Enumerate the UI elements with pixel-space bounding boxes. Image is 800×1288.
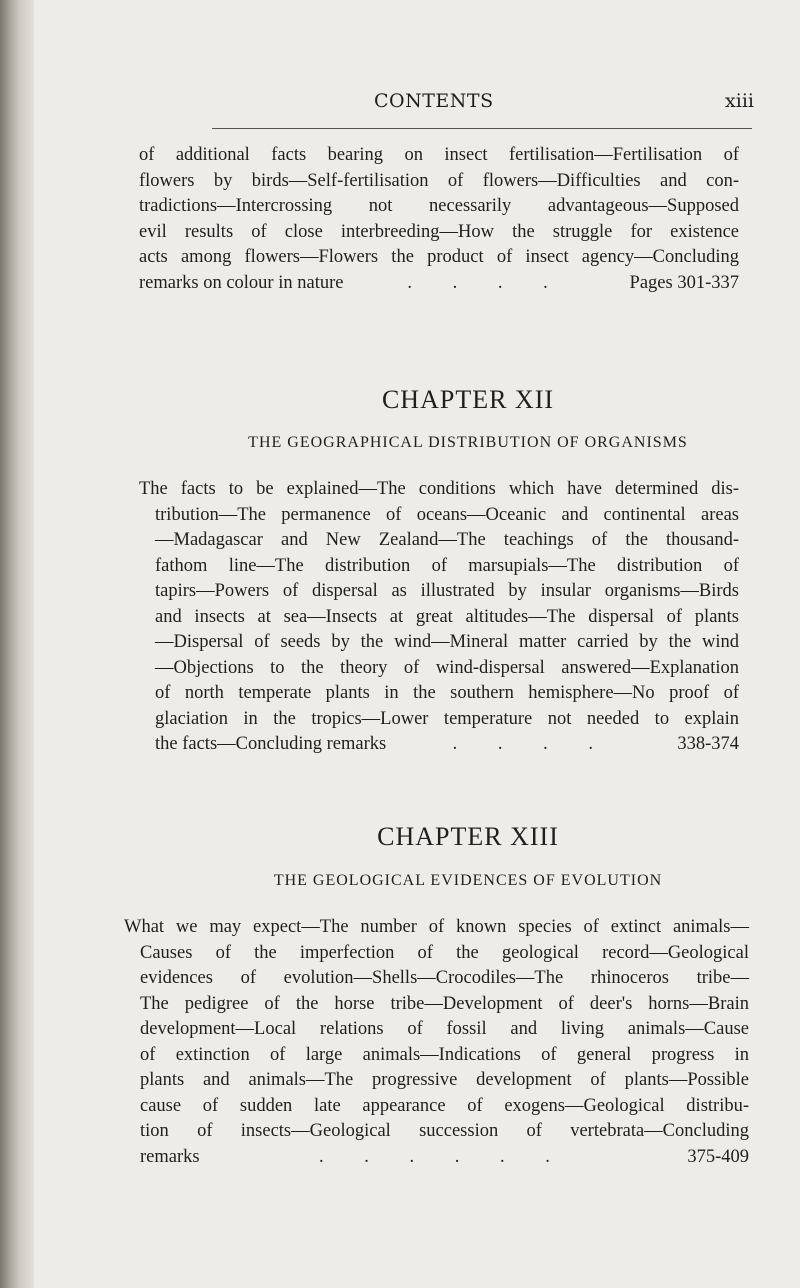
summary-line: evidences of evolution—Shells—Crocodiles—The rhinoceros tribe— [140,968,749,988]
page-range: 338-374 [677,734,739,754]
summary-last-line [139,732,739,758]
chapter-12-title: THE GEOGRAPHICAL DISTRIBUTION OF ORGANISMS [248,434,688,451]
summary-line: development—Local relations of fossil and living animals—Cause [140,1019,749,1039]
summary-line: flowers by birds—Self-fertilisation of flowers—Difficulties and con- [139,170,739,191]
summary-line: of extinction of large animals—Indications of general progress in [140,1044,749,1065]
summary-line: Causes of the imperfection of the geological record—Geological [140,942,749,963]
summary-line: tapirs—Powers of dispersal as illustrated by insular organisms—Birds [155,581,739,601]
leader-dots: . . . . [407,272,566,293]
chapter-12-heading: CHAPTER XII [381,385,555,414]
header-rule [212,128,752,129]
chapter-11-summary [139,143,739,296]
summary-line: tion of insects—Geological succession of vertebrata—Concluding [140,1121,749,1141]
summary-line: cause of sudden late appearance of exogens—Geological distribu- [140,1095,749,1116]
summary-last-line [139,271,739,297]
summary-line: —Madagascar and New Zealand—The teachings of the thousand- [155,530,739,550]
header-title: CONTENTS [374,90,494,112]
running-header [174,90,754,120]
summary-line: What we may expect—The number of known species of extinct animals— [124,917,749,937]
summary-line: The pedigree of the horse tribe—Development of deer's horns—Brain [140,993,749,1014]
summary-line: plants and animals—The progressive development of plants—Possible [140,1070,749,1090]
page-number: xiii [725,90,754,112]
summary-line: —Dispersal of seeds by the wind—Mineral matter carried by the wind [155,632,739,652]
summary-line: of north temperate plants in the southern hemisphere—No proof of [155,683,739,703]
summary-line: and insects at sea—Insects at great altitudes—The dispersal of plants [155,606,739,627]
summary-last-line [124,1145,749,1171]
summary-line: of additional facts bearing on insect fertilisation—Fertilisation of [139,145,739,165]
summary-line: The facts to be explained—The conditions which have determined dis- [139,479,739,499]
chapter-13-title: THE GEOLOGICAL EVIDENCES OF EVOLUTION [273,872,663,889]
leader-dots: . . . . [452,734,611,754]
leader-dots: . . . . . . [319,1146,568,1167]
summary-line: tradictions—Intercrossing not necessarily advantageous—Supposed [139,196,739,216]
book-binding-edge [0,0,34,1288]
summary-line: fathom line—The distribution of marsupials—The distribution of [155,555,739,576]
chapter-13-summary [124,915,749,1170]
chapter-13-heading: CHAPTER XIII [377,822,559,851]
chapter-12-summary [139,477,739,758]
book-page [34,0,800,1288]
page-range: Pages 301-337 [629,272,739,293]
summary-last-text: the facts—Concluding remarks [155,734,387,754]
summary-line: glaciation in the tropics—Lower temperature not needed to explain [155,708,739,729]
summary-last-text: remarks [140,1146,200,1167]
page-range: 375-409 [687,1146,749,1167]
summary-line: —Objections to the theory of wind-dispersal answered—Explanation [155,657,739,678]
summary-line: acts among flowers—Flowers the product of insect agency—Concluding [139,247,739,267]
summary-last-text: remarks on colour in nature [139,272,344,293]
summary-line: tribution—The permanence of oceans—Oceanic and continental areas [155,504,739,525]
summary-line: evil results of close interbreeding—How the struggle for existence [139,221,739,242]
